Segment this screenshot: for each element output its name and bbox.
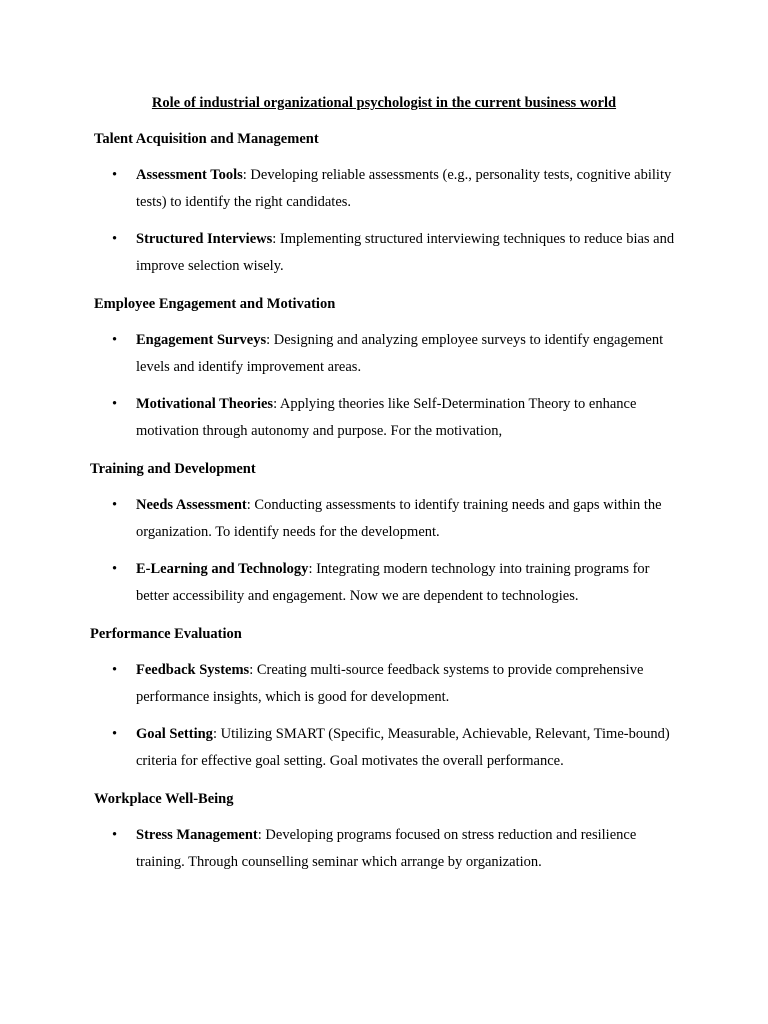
item-term: Goal Setting <box>136 726 213 742</box>
bullet-icon: • <box>112 827 118 843</box>
item-term: E-Learning and Technology <box>136 561 309 577</box>
list-item-text <box>136 657 676 711</box>
item-description: : Developing reliable assessments (e.g., personality tests, cognitive ability tests) to identify the right candidates. <box>136 167 672 210</box>
item-description: : Conducting assessments to identify training needs and gaps within the organization. To identify needs for the development. <box>136 497 662 540</box>
bullet-icon: • <box>112 726 118 742</box>
list-item-text <box>136 721 676 775</box>
list-item-text <box>136 162 676 216</box>
bullet-icon: • <box>112 167 118 183</box>
section-heading: Talent Acquisition and Management <box>94 131 319 147</box>
item-description: : Designing and analyzing employee surveys to identify engagement levels and identify improvement areas. <box>136 332 664 375</box>
bullet-icon: • <box>112 231 118 247</box>
list-item-text <box>136 226 676 280</box>
item-description: : Applying theories like Self-Determination Theory to enhance motivation through autonomy and purpose. For the motivation, <box>136 396 637 439</box>
list-item-text <box>136 327 676 381</box>
section-heading: Employee Engagement and Motivation <box>94 296 336 312</box>
bullet-icon: • <box>112 497 118 513</box>
bullet-icon: • <box>112 396 118 412</box>
bullet-icon: • <box>112 561 118 577</box>
item-term: Structured Interviews <box>136 231 273 247</box>
section-heading: Training and Development <box>90 461 256 477</box>
section-heading: Workplace Well-Being <box>94 791 234 807</box>
bullet-icon: • <box>112 662 118 678</box>
item-description: : Developing programs focused on stress reduction and resilience training. Through counselling seminar which arrange by organization. <box>136 827 637 870</box>
list-item-text <box>136 492 676 546</box>
item-term: Assessment Tools <box>136 167 243 183</box>
item-description: : Implementing structured interviewing techniques to reduce bias and improve selection wisely. <box>136 231 675 274</box>
item-term: Engagement Surveys <box>136 332 267 348</box>
list-item-text <box>136 391 676 445</box>
item-description: : Creating multi-source feedback systems to provide comprehensive performance insights, which is good for development. <box>136 662 644 705</box>
section-heading: Performance Evaluation <box>90 626 242 642</box>
item-description: : Integrating modern technology into training programs for better accessibility and engagement. Now we are dependent to technologies. <box>136 561 650 604</box>
document-title: Role of industrial organizational psychologist in the current business world <box>151 95 617 111</box>
item-term: Motivational Theories <box>136 396 274 412</box>
bullet-icon: • <box>112 332 118 348</box>
list-item-text <box>136 556 676 610</box>
item-term: Feedback Systems <box>136 662 250 678</box>
item-term: Stress Management <box>136 827 258 843</box>
list-item-text <box>136 822 676 876</box>
item-term: Needs Assessment <box>136 497 247 513</box>
item-description: : Utilizing SMART (Specific, Measurable, Achievable, Relevant, Time-bound) criteria for effective goal setting. Goal motivates the overall performance. <box>136 726 670 769</box>
